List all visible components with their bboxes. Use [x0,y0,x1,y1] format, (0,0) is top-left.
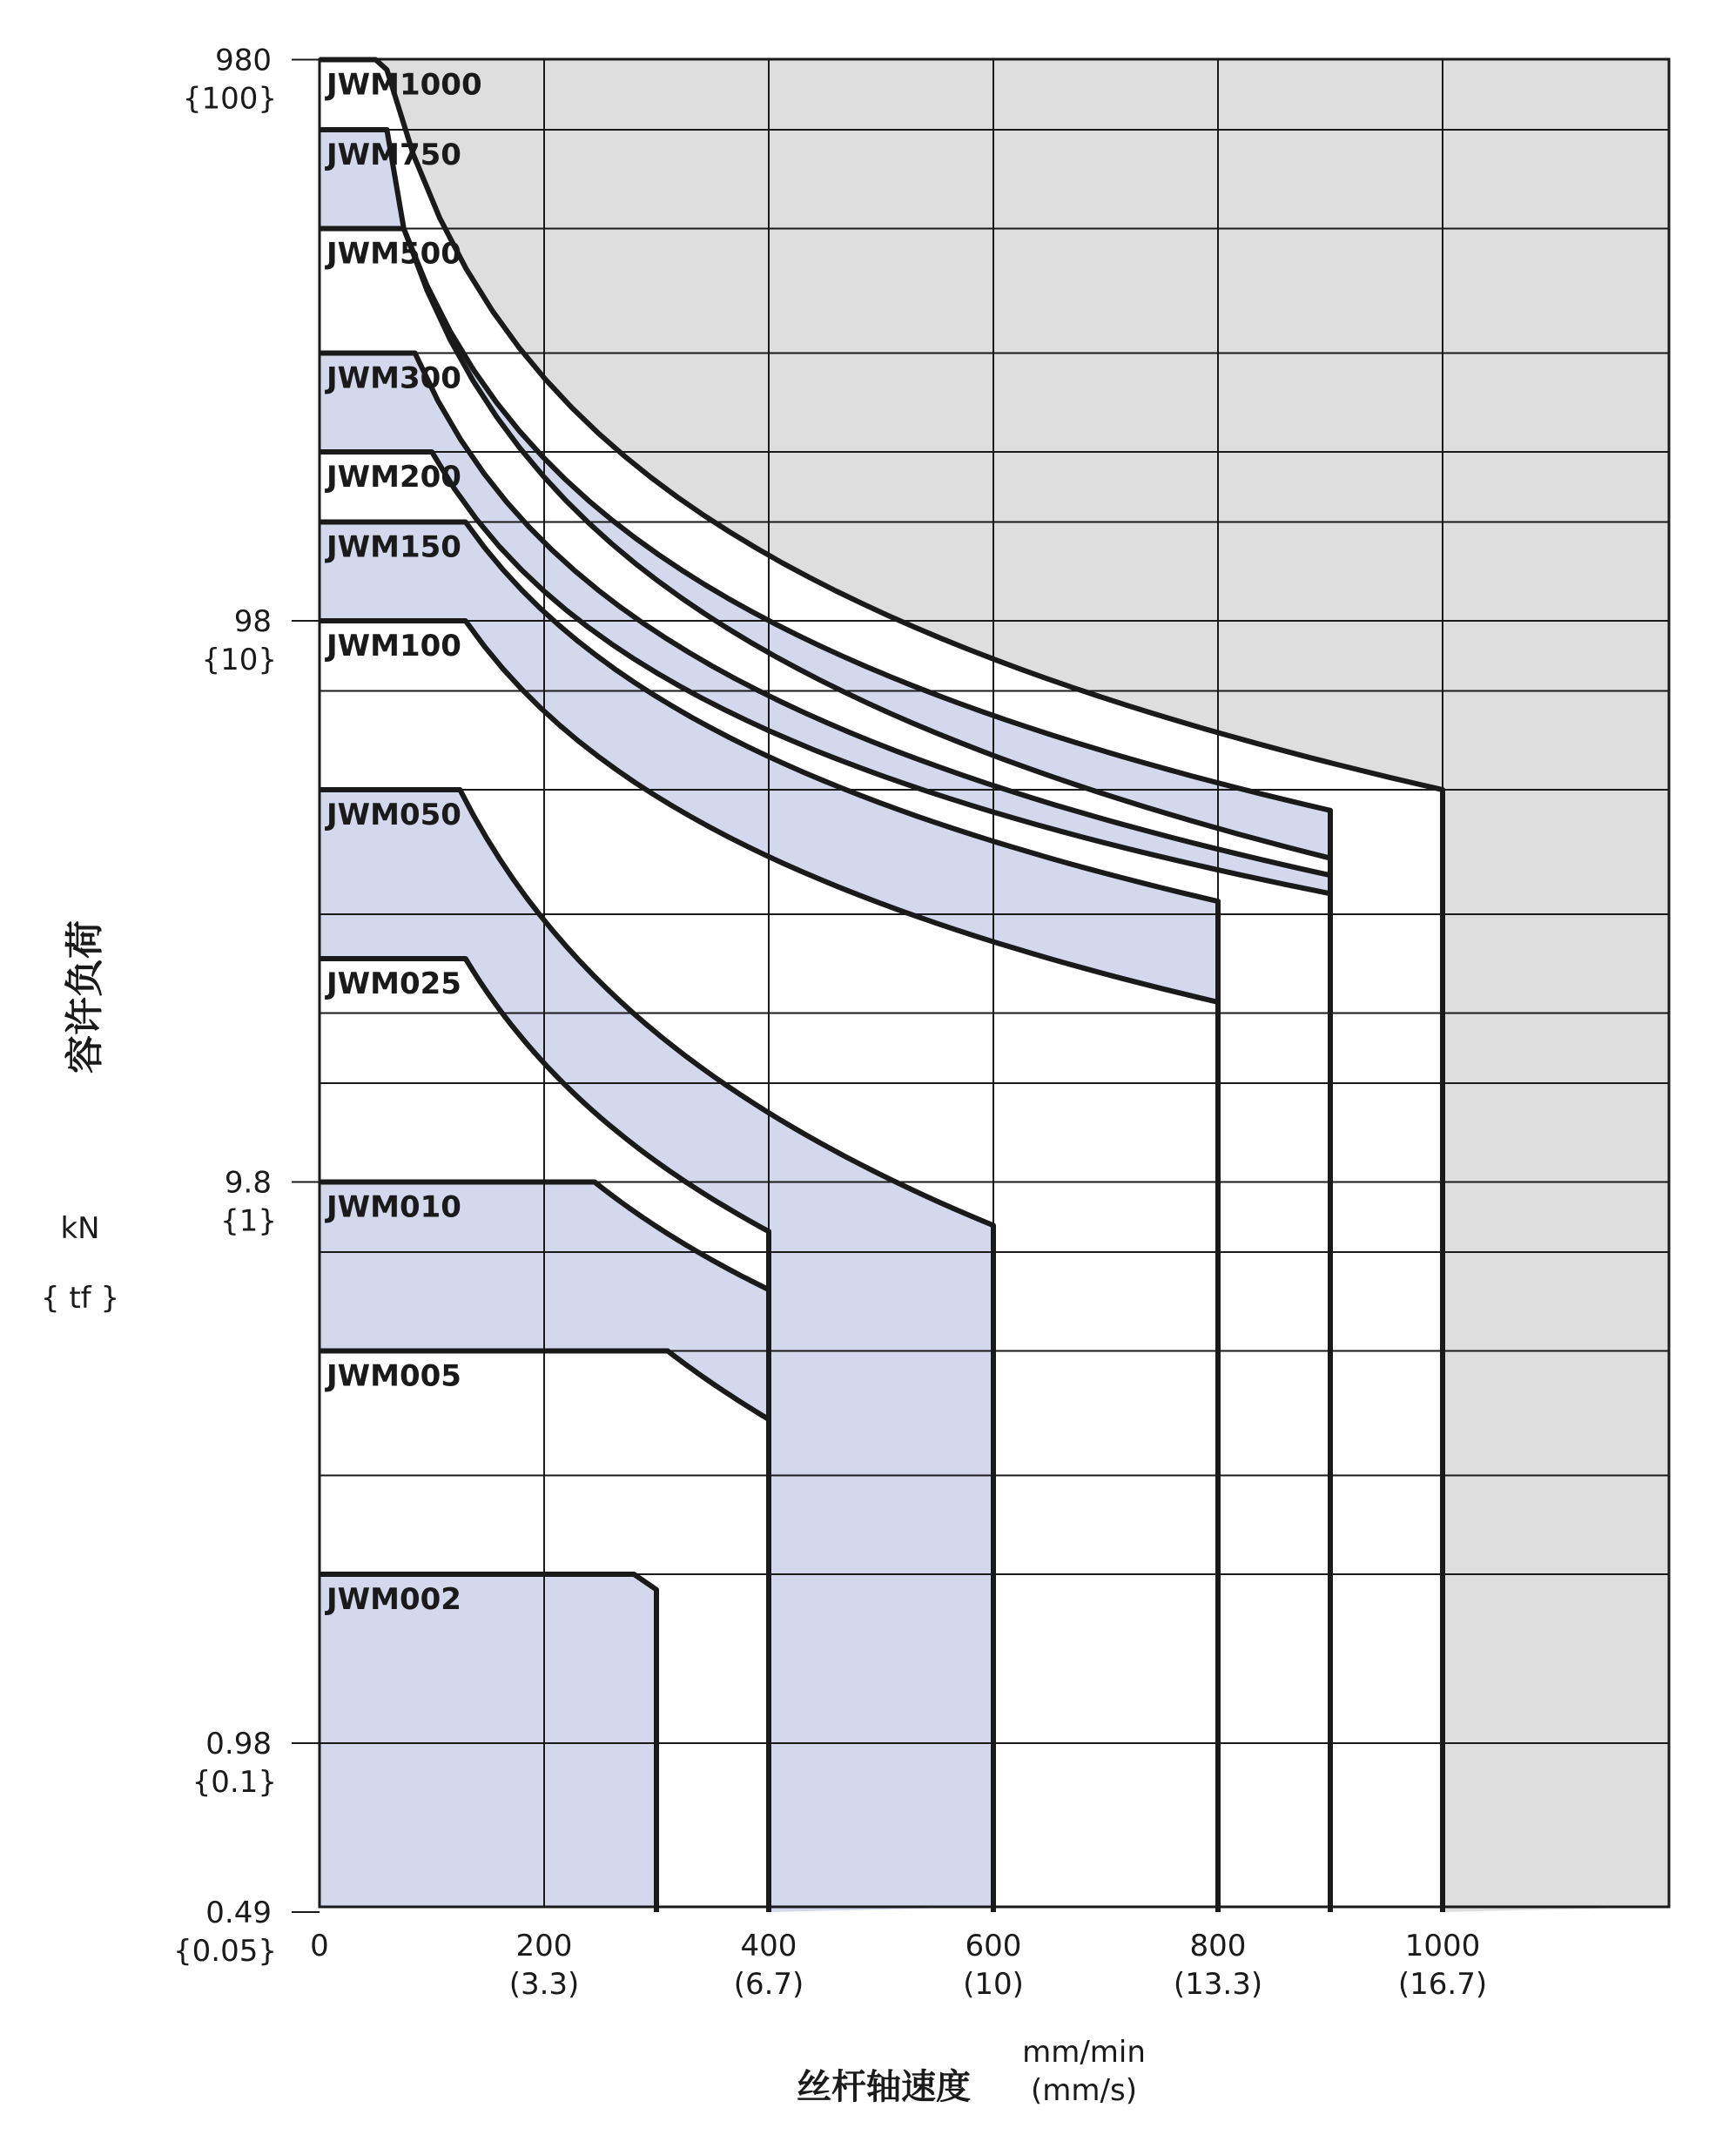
y-tick-label: 980 [215,43,272,78]
series-label-jwm200: JWM200 [326,459,461,495]
x-axis-unit-secondary: (mm/s) [1031,2073,1137,2108]
x-tick-sublabel: (3.3) [508,1967,580,2002]
y-tick-label: 9.8 [224,1165,272,1201]
y-axis-unit-secondary: { tf } [40,1281,120,1316]
series-label-jwm750: JWM750 [326,138,461,173]
y-tick-sublabel: {100} [182,81,277,117]
series-label-jwm300: JWM300 [326,360,461,396]
series-label-jwm100: JWM100 [326,629,461,663]
series-label-jwm1000: JWM1000 [326,67,482,103]
x-tick-sublabel: (13.3) [1173,1967,1263,2002]
x-tick-label: 0 [310,1929,329,1963]
x-axis-label: 丝杆轴速度 [797,2067,971,2107]
y-tick-sublabel: {0.1} [192,1765,277,1800]
y-tick-sublabel: {10} [201,643,277,677]
series-label-jwm010: JWM010 [326,1189,461,1225]
x-tick-label: 1000 [1404,1929,1481,1963]
x-tick-sublabel: (6.7) [733,1967,804,2002]
series-label-jwm025: JWM025 [326,966,461,1002]
x-tick-sublabel: (10) [963,1967,1024,2002]
y-tick-sublabel: {1} [220,1203,277,1239]
x-tick-label: 400 [740,1929,797,1963]
x-tick-label: 800 [1189,1929,1247,1963]
x-tick-sublabel: (16.7) [1397,1967,1488,2002]
y-tick-label: 98 [233,604,272,639]
y-axis-unit: kN [60,1211,100,1246]
x-tick-label: 200 [515,1929,573,1963]
x-axis-unit: mm/min [1022,2035,1146,2070]
series-label-jwm050: JWM050 [326,798,461,833]
x-tick-label: 600 [965,1929,1022,1963]
y-axis-label: 容许负荷 [63,920,107,1074]
series-label-jwm002: JWM002 [326,1581,461,1617]
series-label-jwm500: JWM500 [326,236,461,272]
series-label-jwm005: JWM005 [326,1358,461,1394]
y-tick-label: 0.49 [205,1896,272,1931]
y-tick-sublabel: {0.05} [173,1934,277,1970]
y-tick-label: 0.98 [205,1727,272,1761]
series-label-jwm150: JWM150 [326,529,461,565]
